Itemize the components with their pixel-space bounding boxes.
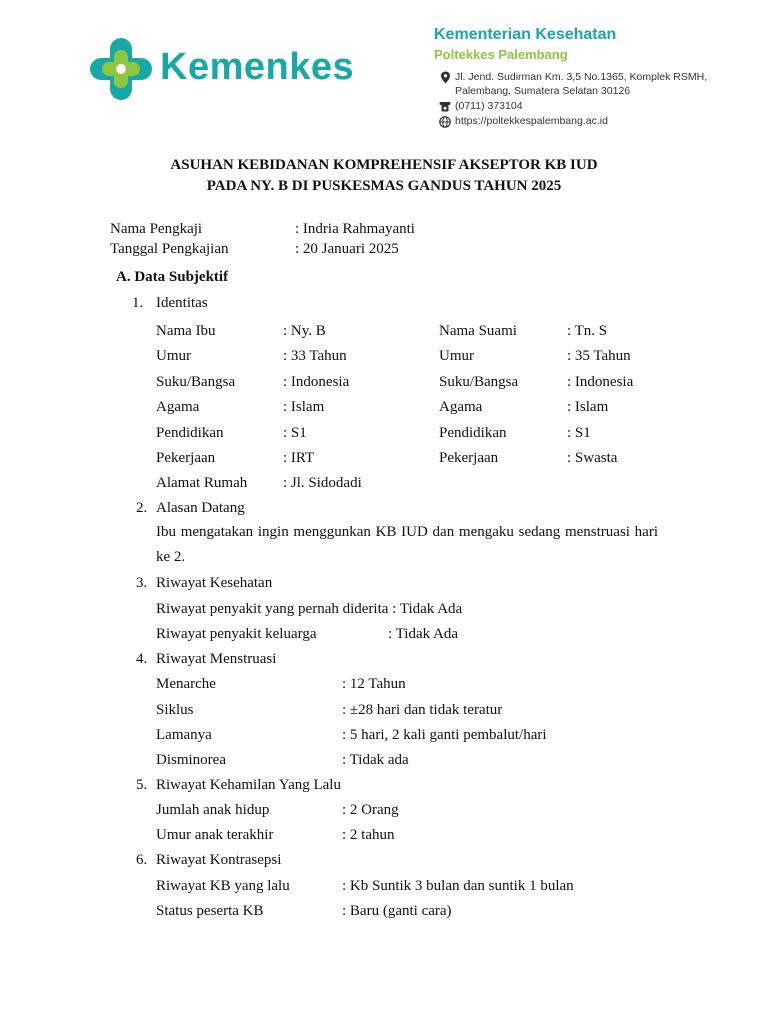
- menstruasi-value: : 12 Tahun: [342, 676, 406, 692]
- kontrasepsi-label: Riwayat KB yang lalu: [156, 878, 290, 894]
- kesehatan-line-2-label: Riwayat penyakit keluarga: [156, 626, 317, 642]
- identitas-value: : 35 Tahun: [567, 348, 631, 364]
- item-number: 4.: [136, 651, 148, 667]
- menstruasi-label: Lamanya: [156, 727, 212, 743]
- kontrasepsi-value: : Kb Suntik 3 bulan dan suntik 1 bulan: [342, 878, 574, 894]
- kemenkes-logo-mark-icon: [88, 36, 154, 102]
- identitas-label: Umur: [439, 348, 474, 364]
- identitas-value: : 33 Tahun: [283, 348, 347, 364]
- item-number: 5.: [136, 777, 148, 793]
- location-pin-icon: [440, 71, 451, 84]
- identitas-label: Umur: [156, 348, 191, 364]
- identitas-value: : Indonesia: [567, 374, 634, 390]
- identitas-label: Pekerjaan: [156, 450, 216, 466]
- identitas-label: Suku/Bangsa: [156, 374, 236, 390]
- kehamilan-label: Jumlah anak hidup: [156, 802, 270, 818]
- identitas-label: Alamat Rumah: [156, 475, 248, 491]
- meta-value-tanggal: : 20 Januari 2025: [295, 241, 399, 257]
- identitas-value: : Tn. S: [567, 323, 608, 339]
- menstruasi-value: : Tidak ada: [342, 752, 409, 768]
- alasan-title: Alasan Datang: [156, 500, 245, 516]
- identitas-value: : S1: [283, 425, 307, 441]
- item-number: 1.: [132, 295, 144, 311]
- kesehatan-line-2-value: : Tidak Ada: [388, 626, 459, 642]
- kesehatan-title: Riwayat Kesehatan: [156, 575, 273, 591]
- identitas-label: Pekerjaan: [439, 450, 499, 466]
- menstruasi-label: Menarche: [156, 676, 216, 692]
- identitas-label: Pendidikan: [156, 425, 224, 441]
- org-unit: Poltekkes Palembang: [434, 47, 568, 62]
- identitas-value: : Swasta: [567, 450, 618, 466]
- identitas-label: Nama Ibu: [156, 323, 216, 339]
- section-heading: A. Data Subjektif: [116, 269, 229, 285]
- identitas-value: : S1: [567, 425, 591, 441]
- phone-number: (0711) 373104: [455, 100, 523, 112]
- website-url: https://poltekkespalembang.ac.id: [455, 115, 608, 127]
- identitas-value: : Islam: [567, 399, 609, 415]
- identitas-value: : Indonesia: [283, 374, 350, 390]
- document-title-line-1: ASUHAN KEBIDANAN KOMPREHENSIF AKSEPTOR KB IUD: [170, 157, 598, 173]
- document-title-line-2: PADA NY. B DI PUSKESMAS GANDUS TAHUN 2025: [206, 178, 562, 194]
- org-name: Kementerian Kesehatan: [434, 26, 617, 43]
- menstruasi-label: Siklus: [156, 702, 194, 718]
- kontrasepsi-label: Status peserta KB: [156, 903, 264, 919]
- identitas-value: : Islam: [283, 399, 325, 415]
- identitas-label: Agama: [156, 399, 200, 415]
- kehamilan-value: : 2 tahun: [342, 827, 395, 843]
- identitas-value: : Jl. Sidodadi: [283, 475, 362, 491]
- identitas-title: Identitas: [156, 295, 208, 311]
- item-number: 3.: [136, 575, 148, 591]
- kehamilan-title: Riwayat Kehamilan Yang Lalu: [156, 777, 341, 793]
- item-number: 6.: [136, 852, 148, 868]
- identitas-value: : Ny. B: [283, 323, 326, 339]
- globe-icon: [439, 116, 451, 128]
- identitas-value: : IRT: [283, 450, 315, 466]
- meta-label-tanggal: Tanggal Pengkajian: [110, 241, 229, 257]
- identitas-label: Suku/Bangsa: [439, 374, 519, 390]
- menstruasi-label: Disminorea: [156, 752, 226, 768]
- kehamilan-label: Umur anak terakhir: [156, 827, 274, 843]
- kontrasepsi-title: Riwayat Kontrasepsi: [156, 852, 282, 868]
- kemenkes-logo: [88, 36, 358, 102]
- kehamilan-value: : 2 Orang: [342, 802, 399, 818]
- menstruasi-value: : ±28 hari dan tidak teratur: [342, 702, 503, 718]
- logo-wordmark: Kemenkes: [160, 46, 355, 88]
- alasan-text: Ibu mengatakan ingin menggunkan KB IUD dan mengaku sedang menstruasi hari ke 2.: [156, 524, 658, 565]
- menstruasi-value: : 5 hari, 2 kali ganti pembalut/hari: [342, 727, 547, 743]
- meta-label-pengkaji: Nama Pengkaji: [110, 221, 203, 237]
- identitas-label: Agama: [439, 399, 483, 415]
- menstruasi-title: Riwayat Menstruasi: [156, 651, 277, 667]
- meta-value-pengkaji: : Indria Rahmayanti: [295, 221, 415, 237]
- address-block: [438, 70, 708, 132]
- kontrasepsi-value: : Baru (ganti cara): [342, 903, 452, 919]
- address-line-2: Palembang, Sumatera Selatan 30126: [455, 85, 631, 97]
- kesehatan-line-1: Riwayat penyakit yang pernah diderita : Tidak Ada: [156, 601, 463, 617]
- item-number: 2.: [136, 500, 148, 516]
- identitas-label: Pendidikan: [439, 425, 507, 441]
- phone-icon: [439, 101, 451, 112]
- identitas-label: Nama Suami: [439, 323, 517, 339]
- address-line-1: Jl. Jend. Sudirman Km. 3,5 No.1365, Komplek RSMH,: [455, 71, 708, 83]
